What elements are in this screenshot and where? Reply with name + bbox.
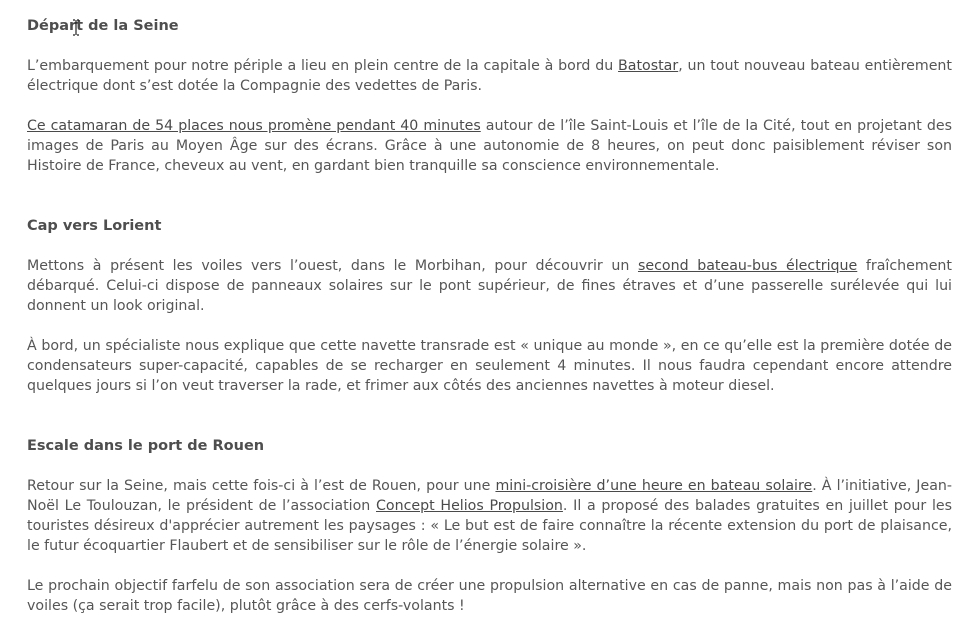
link-concept-helios[interactable]: Concept Helios Propulsion <box>376 498 563 514</box>
text-cursor-icon <box>72 19 80 36</box>
link-batostar[interactable]: Batostar <box>618 58 679 74</box>
paragraph-morbihan <box>27 256 952 316</box>
section-title-escale-rouen: Escale dans le port de Rouen <box>27 438 265 454</box>
paragraph-rouen <box>27 476 952 556</box>
paragraph-text: . À l’initiative, Jean-Noël Le Toulouzan, le président de l’association <box>27 478 952 514</box>
paragraph-text: , un tout nouveau bateau entièrement électrique dont s’est dotée la Compagnie des vedettes de Paris. <box>27 58 952 94</box>
paragraph-text: L’embarquement pour notre périple a lieu en plein centre de la capitale à bord du <box>27 58 619 74</box>
section-title-cap-lorient: Cap vers Lorient <box>27 218 162 234</box>
section-title-depart-seine: Départ de la Seine <box>27 18 179 34</box>
paragraph-text: Retour sur la Seine, mais cette fois-ci à l’est de Rouen, pour une <box>27 478 496 494</box>
paragraph-cerfs-volants: Le prochain objectif farfelu de son association sera de créer une propulsion alternative en cas de panne, mais non pas à l’aide de voiles (ça serait trop facile), plutôt grâce à des cerfs-volants ! <box>27 578 952 614</box>
paragraph-text: Mettons à présent les voiles vers l’ouest, dans le Morbihan, pour découvrir un <box>27 258 638 274</box>
paragraph-navette-transrade: À bord, un spécialiste nous explique que cette navette transrade est « unique au monde », en ce qu’elle est la première dotée de condensateurs super-capacité, capables de se recharger en seulement 4 minutes. Il nous faudra cependant encore attendre quelques jours si l’on veut traverser la rade, et frimer aux côtés des anciennes navettes à moteur diesel. <box>27 338 952 394</box>
paragraph-text: fraîchement débarqué. Celui-ci dispose de panneaux solaires sur le pont supérieur, de fines étraves et d’une passerelle surélevée qui lui donnent un look original. <box>27 258 952 314</box>
link-second-bateau-bus[interactable]: second bateau-bus électrique <box>637 258 858 274</box>
paragraph-catamaran <box>27 116 952 176</box>
paragraph-batostar <box>27 56 952 96</box>
link-catamaran[interactable]: Ce catamaran de 54 places nous promène pendant 40 minutes <box>27 118 481 134</box>
paragraph-text: autour de l’île Saint-Louis et l’île de la Cité, tout en projetant des images de Paris au Moyen Âge sur des écrans. Grâce à une autonomie de 8 heures, on peut donc paisiblement réviser son Histoire de France, cheveux au vent, en gardant bien tranquille sa conscience environnementale. <box>27 118 952 174</box>
paragraph-text: . Il a proposé des balades gratuites en juillet pour les touristes désireux d'apprécier autrement les paysages : « Le but est de faire connaître la récente extension du port de plaisance, le futur écoquartier Flaubert et de sensibiliser sur le rôle de l’énergie solaire ». <box>27 498 953 554</box>
link-mini-croisiere[interactable]: mini-croisière d’une heure en bateau solaire <box>495 478 813 494</box>
